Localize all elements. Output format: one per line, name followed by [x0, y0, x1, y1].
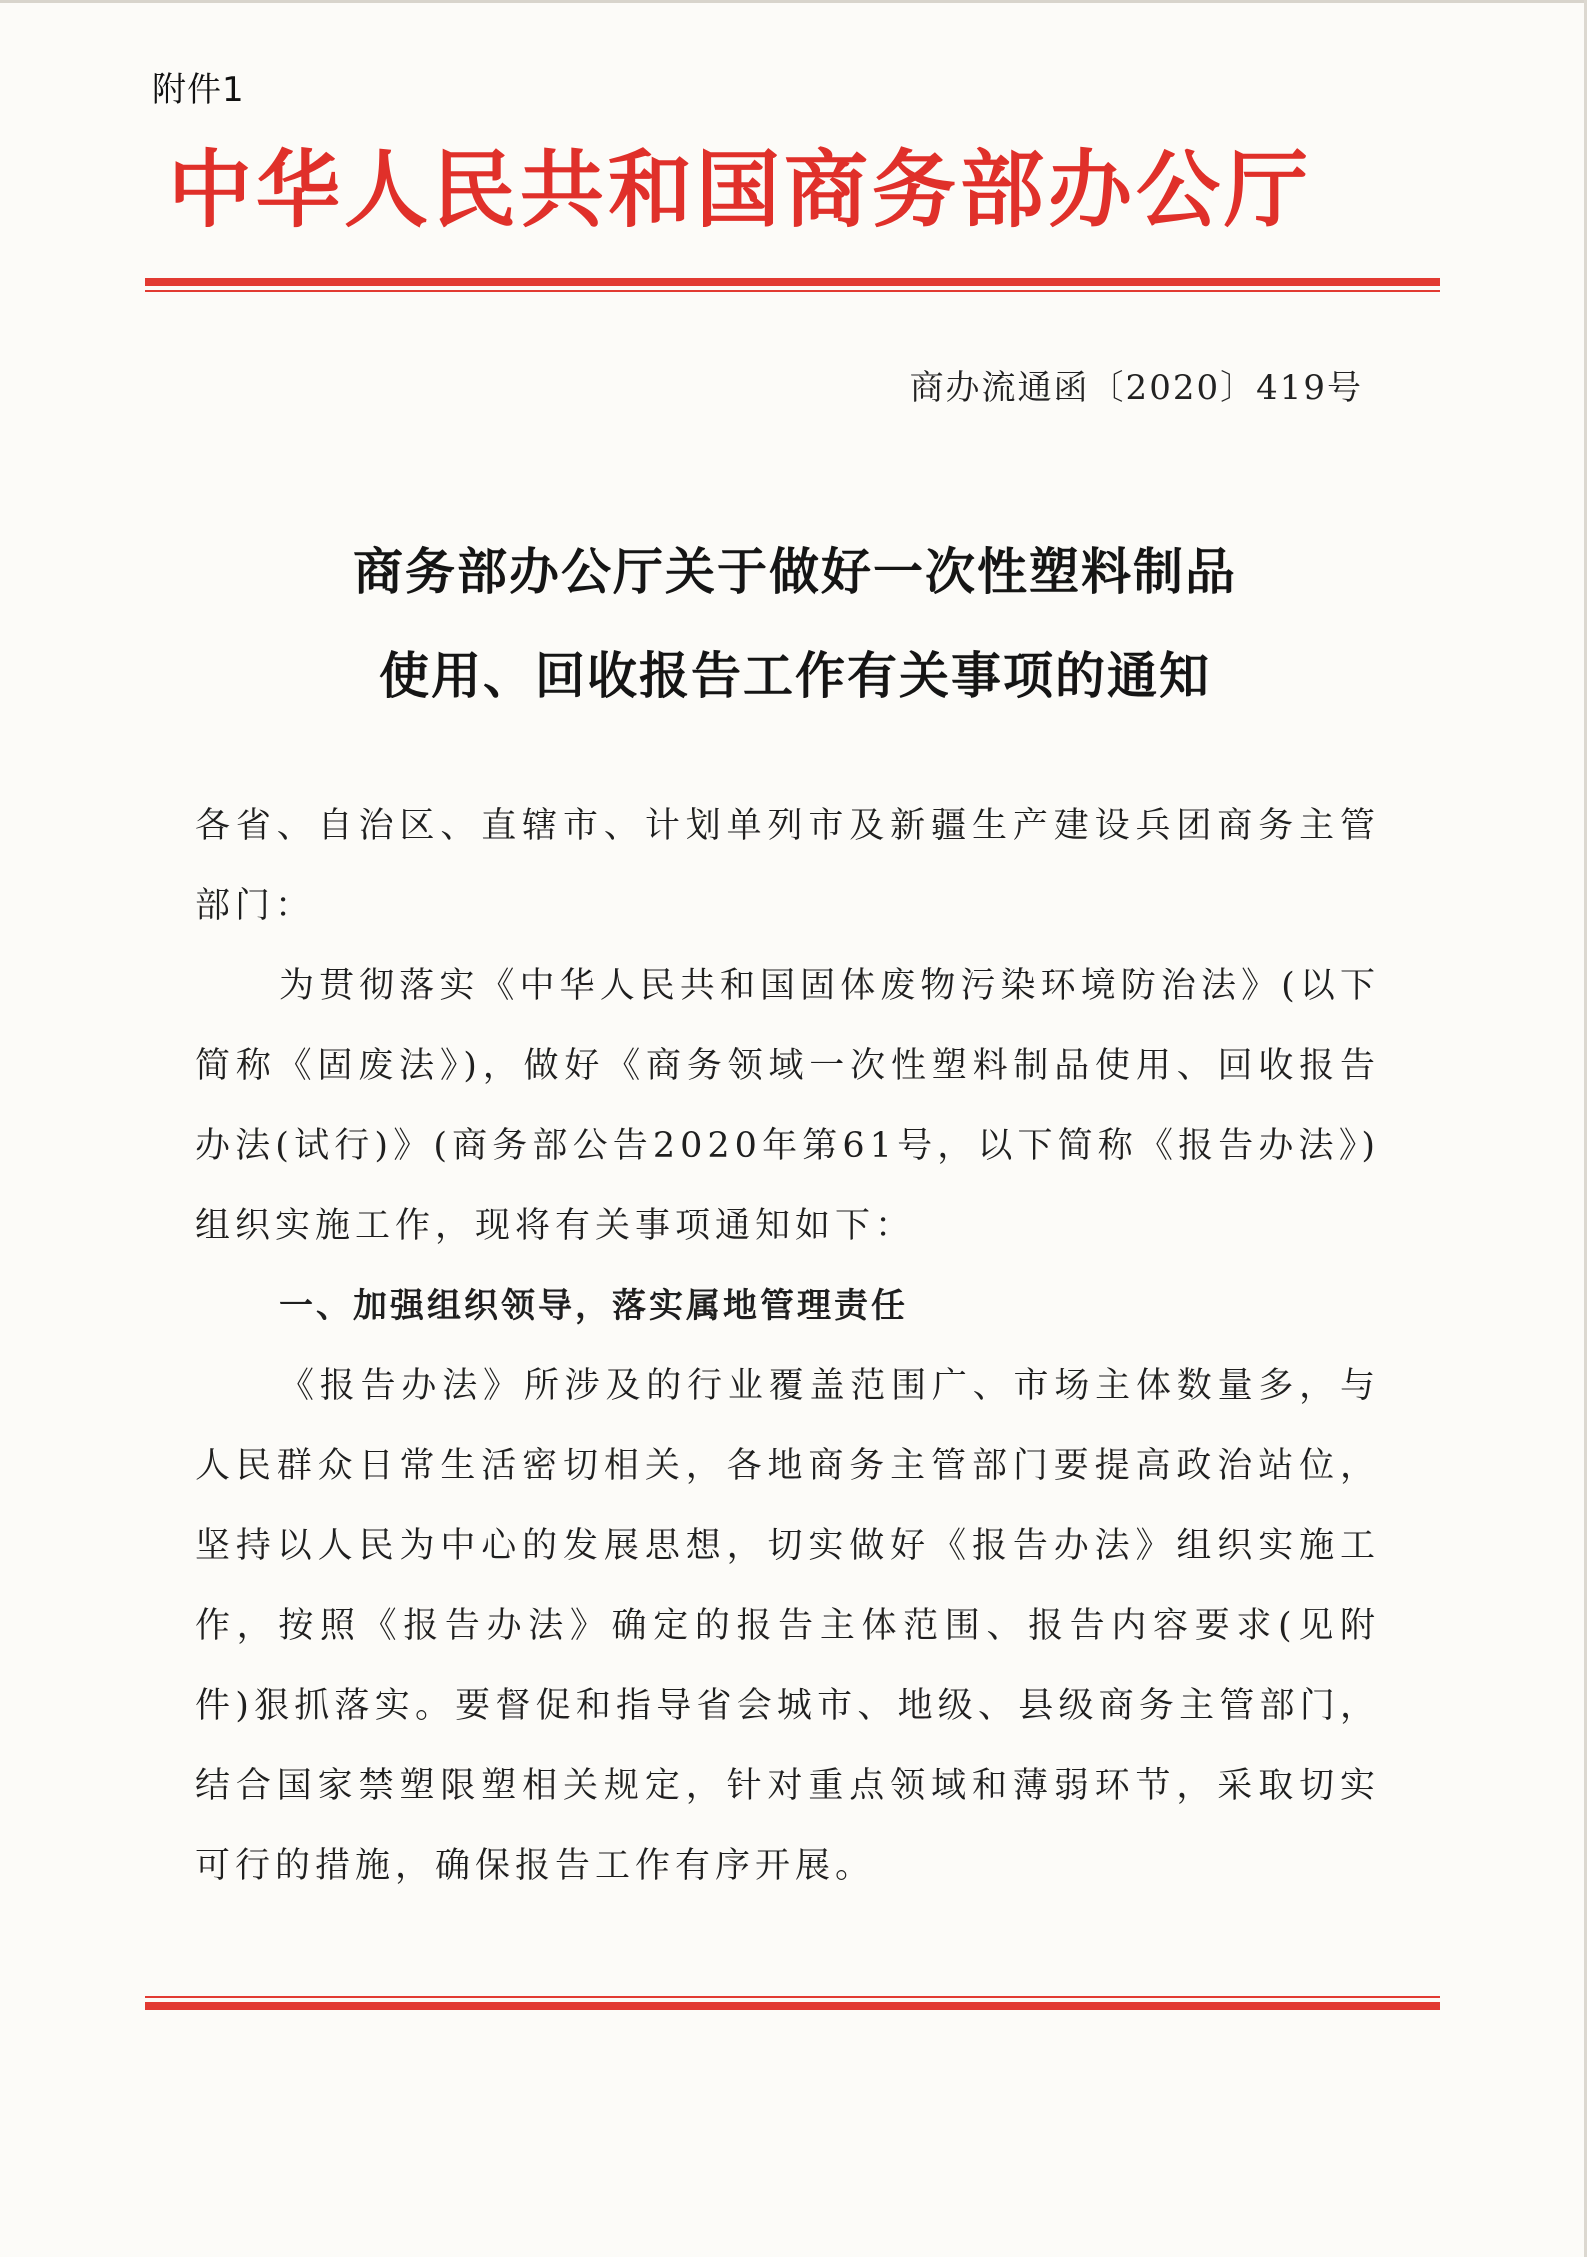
section-heading: 一、加强组织领导，落实属地管理责任 [279, 1286, 908, 1326]
salutation: 各省、自治区、直辖市、计划单列市及新疆生产建设兵团商务主管部门： [195, 806, 1380, 926]
document-body [195, 786, 1380, 1906]
document-title-line: 使用、回收报告工作有关事项的通知 [379, 646, 1211, 705]
footer-red-rule [145, 1996, 1440, 2010]
masthead-title: 中华人民共和国商务部办公厅 [167, 140, 1312, 239]
masthead-red-rule [145, 278, 1440, 292]
page-edge [0, 0, 1587, 3]
attachment-label: 附件1 [152, 70, 245, 110]
document-title-line: 商务部办公厅关于做好一次性塑料制品 [353, 542, 1237, 601]
body-paragraph: 《报告办法》所涉及的行业覆盖范围广、市场主体数量多，与人民群众日常生活密切相关，各地商务主管部门要提高政治站位，坚持以人民为中心的发展思想，切实做好《报告办法》组织实施工作，按照《报告办法》确定的报告主体范围、报告内容要求(见附件)狠抓落实。要督促和指导省会城市、地级、县级商务主管部门，结合国家禁塑限塑相关规定，针对重点领域和薄弱环节，采取切实可行的措施，确保报告工作有序开展。 [195, 1366, 1380, 1886]
body-paragraph: 为贯彻落实《中华人民共和国固体废物污染环境防治法》(以下简称《固废法》)，做好《商务领域一次性塑料制品使用、回收报告办法(试行)》(商务部公告2020年第61号，以下简称《报告办法》)组织实施工作，现将有关事项通知如下： [195, 966, 1380, 1246]
document-title [150, 520, 1440, 728]
document-number: 商办流通函〔2020〕419号 [909, 368, 1363, 408]
